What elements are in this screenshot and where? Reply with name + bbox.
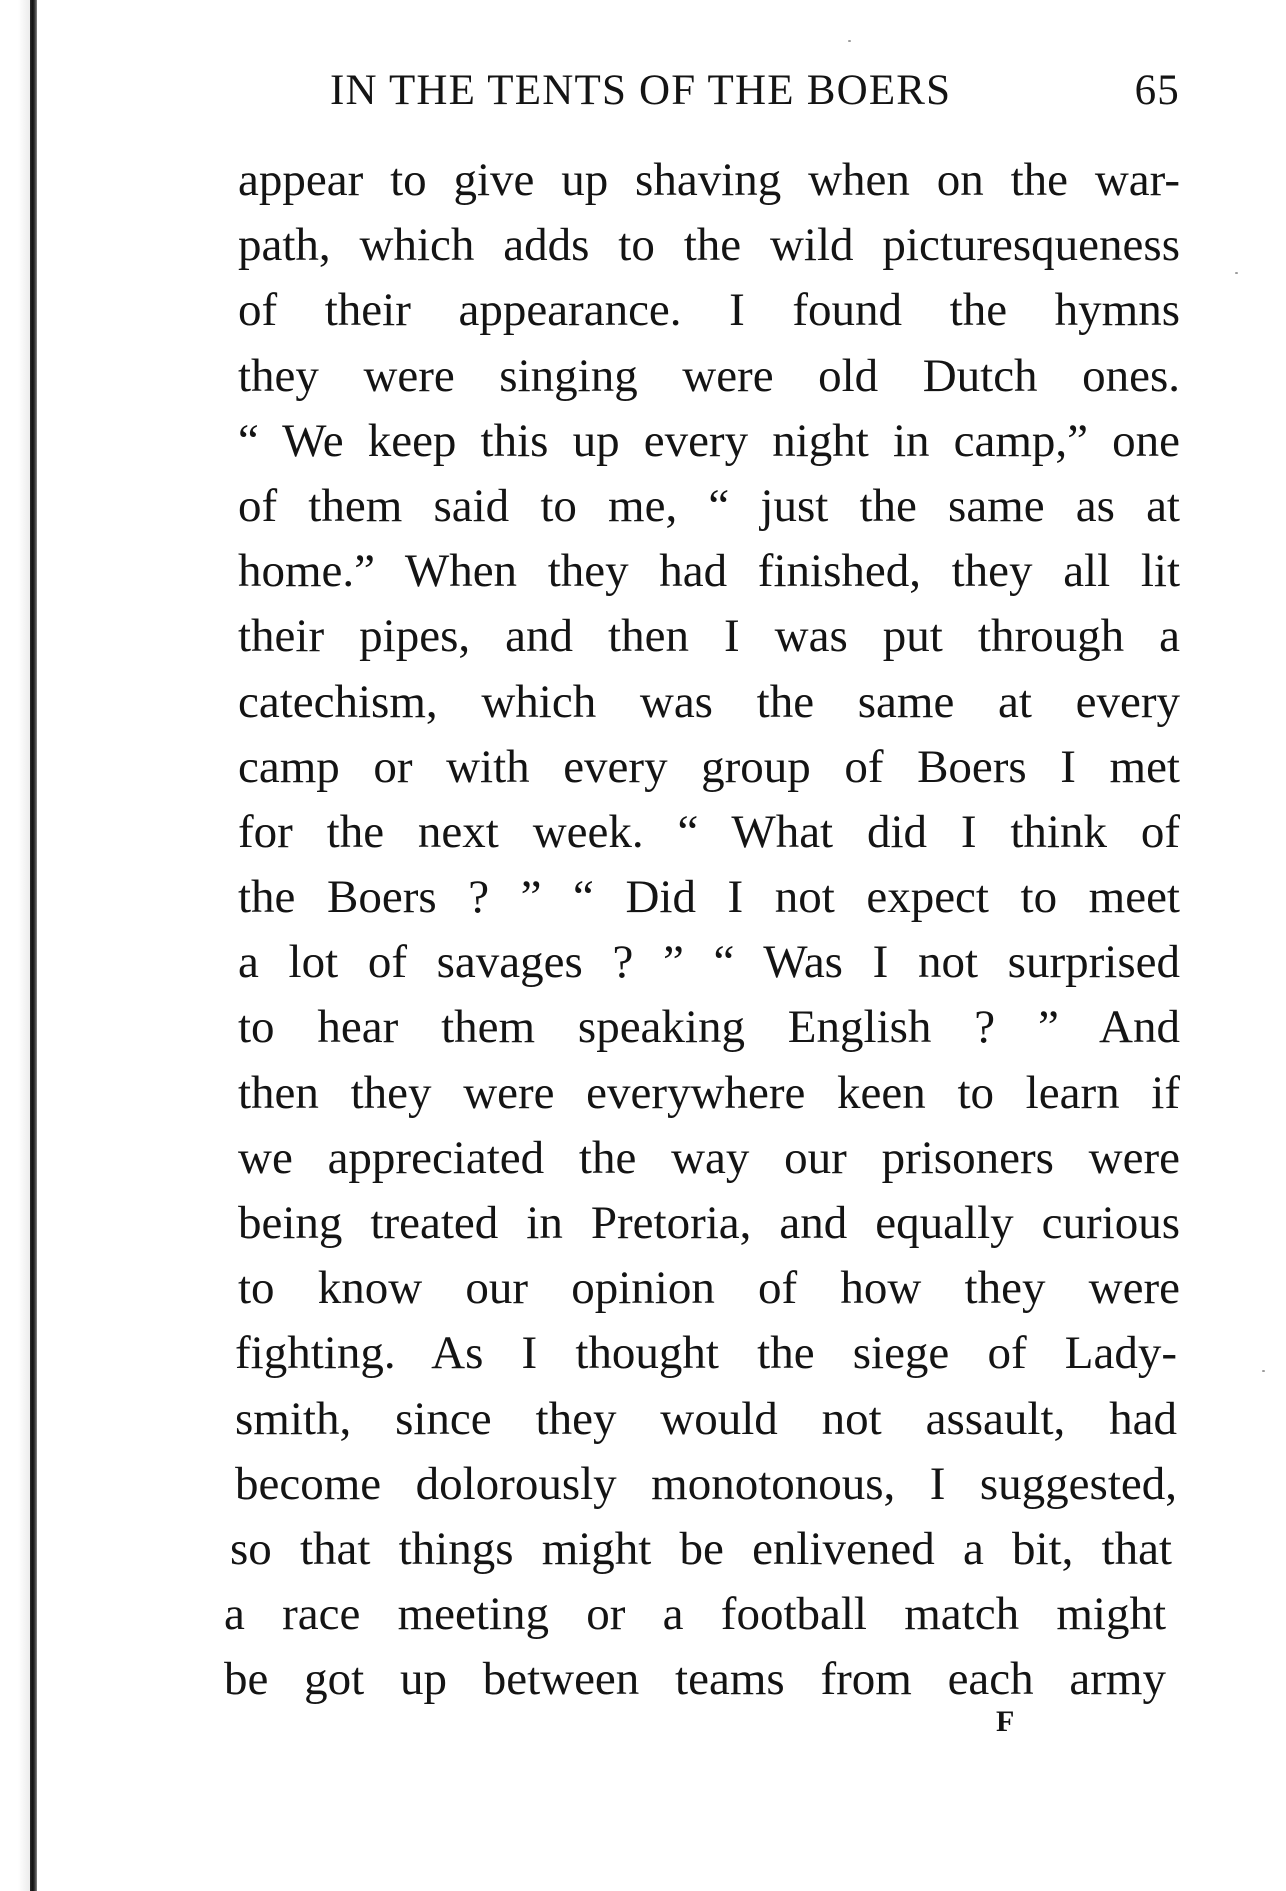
text-line: their pipes, and then I was put through a [238, 610, 1180, 663]
paper-speck [1262, 1370, 1265, 1372]
text-line: home.” When they had finished, they all lit [238, 545, 1180, 598]
binding-shadow [18, 0, 30, 1891]
text-line: to know our opinion of how they were [238, 1262, 1180, 1315]
text-line: become dolorously monotonous, I suggested, [235, 1457, 1177, 1510]
text-line: for the next week. “ What did I think of [238, 805, 1180, 858]
signature-mark: F [996, 1705, 1016, 1738]
binding-edge [30, 0, 37, 1891]
text-line: the Boers ? ” “ Did I not expect to meet [238, 871, 1180, 924]
text-line: be got up between teams from each army [224, 1653, 1166, 1706]
text-line: being treated in Pretoria, and equally curious [238, 1197, 1180, 1249]
paper-speck [848, 40, 851, 42]
text-line: of them said to me, “ just the same as at [238, 479, 1180, 532]
text-line: they were singing were old Dutch ones. [238, 349, 1180, 402]
text-line: smith, since they would not assault, had [235, 1392, 1177, 1445]
text-line: path, which adds to the wild picturesqueness [238, 219, 1180, 272]
running-title: IN THE TENTS OF THE BOERS [330, 67, 952, 114]
page-number: 65 [1134, 67, 1180, 114]
running-head [330, 66, 1180, 122]
text-line: a race meeting or a football match might [224, 1588, 1166, 1641]
text-line: “ We keep this up every night in camp,” one [238, 414, 1180, 467]
paper-speck [1235, 272, 1238, 274]
text-line: to hear them speaking English ? ” And [238, 1001, 1180, 1054]
text-line: fighting. As I thought the siege of Lady- [235, 1327, 1177, 1380]
text-line: then they were everywhere keen to learn if [238, 1066, 1180, 1119]
body-text [224, 148, 1180, 1713]
text-line: camp or with every group of Boers I met [238, 740, 1180, 793]
text-line: a lot of savages ? ” “ Was I not surprised [238, 936, 1180, 989]
text-line: catechism, which was the same at every [238, 675, 1180, 728]
text-line: so that things might be enlivened a bit, that [230, 1522, 1172, 1575]
text-line: of their appearance. I found the hymns [238, 284, 1180, 337]
text-line: we appreciated the way our prisoners were [238, 1131, 1180, 1184]
text-line: appear to give up shaving when on the war- [238, 154, 1180, 206]
